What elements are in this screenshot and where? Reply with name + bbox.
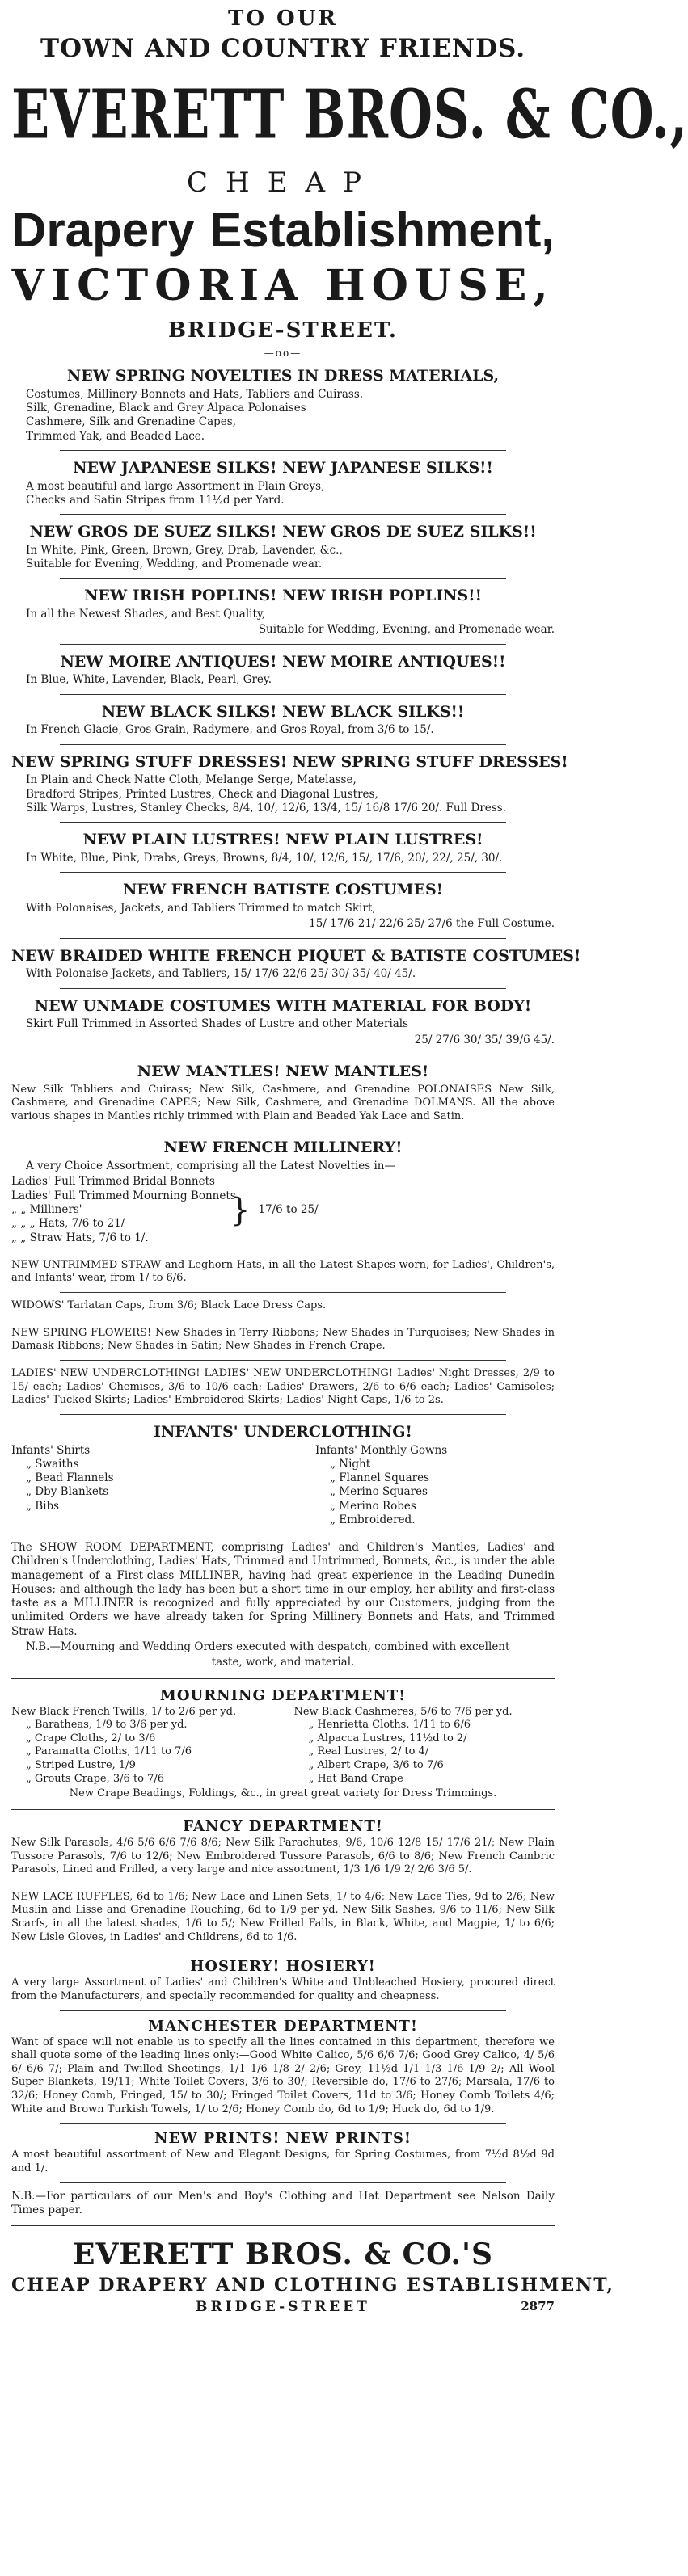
header-brand: EVERETT BROS. & CO., — [11, 74, 688, 154]
section-rule — [60, 938, 506, 939]
list-item: „ „ Straw Hats, 7/6 to 1/. — [11, 1231, 149, 1244]
header-to-our: TO OUR — [228, 6, 338, 31]
fancy-body: New Silk Parasols, 4/6 5/6 6/6 7/6 8/6; New Silk Parachutes, 9/6, 10/6 12/8 15/ 17/6 21/; New Plain Tussore Parasols, 7/6 to 12/6; New Embroidered Tussore Parasols, 6/6 to 8/6; New French Cambric Parasols, Lined and Frilled, a very large and nice assortment, 1/3 1/6 1/9 2/ 2/6 3/6 5/. — [11, 1836, 555, 1876]
mourning-list — [11, 1706, 555, 1787]
section-rule — [60, 2182, 506, 2183]
header-bridge-street: BRIDGE-STREET. — [167, 318, 398, 343]
millinery-price: 17/6 to 25/ — [258, 1203, 319, 1216]
list-item: Suitable for Evening, Wedding, and Promenade wear. — [26, 558, 323, 571]
list-item: „ Dby Blankets — [26, 1485, 109, 1499]
list-item: Infants' Shirts — [11, 1443, 91, 1457]
list-item: In White, Pink, Green, Brown, Grey, Drab, Lavender, &c., — [26, 543, 343, 557]
manchester-body: Want of space will not enable us to specify all the lines contained in this department, therefore we shall quote some of the leading lines only:—Good White Calico, 5/6 6/6 7/6; Good Grey Calico, 4/ 5/6 6/ 6/6 7/; Plain and Twilled Sheetings, 1/1 1/6 1/8 2/ 2/6; Grey, 11½d 1/1 1/3 1/6 1/9 2/; All Wool Super Blankets, 19/11; White Toilet Covers, 3/6 to 30/; Reversible do, 17/6 to 27/6; Marsala, 17/6 to 32/6; Honey Comb, Fringed, 15/ to 30/; Fringed Toilet Covers, 11d to 3/6; Honey Comb Toilets 4/6; White and Brown Turkish Towels, 1/ to 2/6; Honey Comb do, 6d to 1/9; Huck do, 6d to 1/9. — [11, 2035, 555, 2115]
unmade-title: NEW UNMADE COSTUMES WITH MATERIAL FOR BODY! — [34, 996, 532, 1015]
section-rule — [60, 1292, 506, 1293]
list-item: New Black French Twills, 1/ to 2/6 per yd. — [11, 1705, 237, 1718]
list-item: Cashmere, Silk and Grenadine Capes, — [26, 415, 236, 429]
list-item: Infants' Monthly Gowns — [315, 1443, 448, 1457]
list-item: „ Hat Band Crape — [308, 1772, 403, 1785]
manchester-title: MANCHESTER DEPARTMENT! — [148, 2017, 418, 2035]
list-item: „ „ „ Hats, 7/6 to 21/ — [11, 1217, 125, 1231]
black-silks-body: In French Glacie, Gros Grain, Radymere, and Gros Royal, from 3/6 to 15/. — [26, 723, 434, 737]
prints-title: NEW PRINTS! NEW PRINTS! — [154, 2130, 412, 2148]
list-item: „ Night — [330, 1457, 371, 1471]
pique-title: NEW BRAIDED WHITE FRENCH PIQUET & BATISTE COSTUMES! — [11, 946, 581, 965]
spring-novelties-title: NEW SPRING NOVELTIES IN DRESS MATERIALS, — [66, 367, 500, 385]
header-cheap: CHEAP — [187, 166, 379, 199]
header-victoria-house: VICTORIA HOUSE, — [11, 261, 555, 310]
ornament-divider: —oo— — [264, 347, 302, 359]
japanese-silks-title: NEW JAPANESE SILKS! NEW JAPANESE SILKS!! — [73, 458, 493, 477]
list-item: „ Swaiths — [26, 1457, 79, 1471]
nb-final-body: N.B.—For particulars of our Men's and Boy's Clothing and Hat Department see Nelson Daily Times paper. — [11, 2189, 555, 2216]
list-item: A most beautiful and large Assortment in Plain Greys, — [26, 479, 325, 493]
plain-lustres-body: In White, Blue, Pink, Drabs, Greys, Browns, 8/4, 10/, 12/6, 15/, 17/6, 20/, 22/, 25/, 30/. — [26, 851, 503, 865]
footer-brand: EVERETT BROS. & CO.'S — [73, 2237, 493, 2272]
unmade-line2: 25/ 27/6 30/ 35/ 39/6 45/. — [414, 1033, 555, 1046]
showroom-nb-line1: N.B.—Mourning and Wedding Orders executed with despatch, combined with excellent — [26, 1640, 510, 1653]
section-rule — [11, 1809, 555, 1810]
list-item: „ Striped Lustre, 1/9 — [26, 1759, 136, 1772]
millinery-list — [11, 1175, 555, 1244]
list-item: Costumes, Millinery Bonnets and Hats, Tabliers and Cuirass. — [26, 387, 364, 401]
list-item: „ Henrietta Cloths, 1/11 to 6/6 — [308, 1719, 471, 1732]
header-establishment-word: Establishment, — [209, 203, 555, 257]
section-rule — [60, 578, 506, 579]
list-item: „ Grouts Crape, 3/6 to 7/6 — [26, 1772, 165, 1785]
list-item: In Plain and Check Natte Cloth, Melange Serge, Matelasse, — [26, 773, 357, 787]
black-silks-title: NEW BLACK SILKS! NEW BLACK SILKS!! — [101, 702, 465, 721]
section-rule — [60, 2010, 506, 2011]
mantles-title: NEW MANTLES! NEW MANTLES! — [137, 1062, 429, 1080]
irish-poplins-title: NEW IRISH POPLINS! NEW IRISH POPLINS!! — [84, 587, 482, 605]
millinery-title: NEW FRENCH MILLINERY! — [163, 1139, 403, 1157]
footer-cheap-drapery: CHEAP DRAPERY AND CLOTHING ESTABLISHMENT, — [11, 2275, 614, 2296]
millinery-intro: A very Choice Assortment, comprising all the Latest Novelties in— — [26, 1160, 396, 1173]
underclothing-body: LADIES' NEW UNDERCLOTHING! LADIES' NEW UNDERCLOTHING! Ladies' Night Dresses, 2/9 to 15/ each; Ladies' Chemises, 3/6 to 10/6 each; Ladies' Drawers, 2/6 to 6/6 each; Ladies' Camisoles; Ladies' Tucked Skirts; Ladies' Embroidered Skirts; Ladies' Night Caps, 1/6 to 2s. — [11, 1366, 555, 1407]
spring-flowers-body: NEW SPRING FLOWERS! New Shades in Terry Ribbons; New Shades in Turquoises; New Shades in Damask Ribbons; New Shades in Satin; New Shades in French Crape. — [11, 1326, 555, 1353]
lace-body: NEW LACE RUFFLES, 6d to 1/6; New Lace and Linen Sets, 1/ to 4/6; New Lace Ties, 9d to 2/6; New Muslin and Lisse and Grenadine Rouching, 6d to 1/9 per yd. New Silk Sashes, 9/6 to 11/6; New Silk Scarfs, in all the latest shades, 1/6 to 5/; New Frilled Falls, in Black, White, and Magpie, 1/ to 6/6; New Lisle Gloves, in Ladies' and Childrens, 6d to 1/6. — [11, 1890, 555, 1943]
spring-stuff-title: NEW SPRING STUFF DRESSES! NEW SPRING STUFF DRESSES! — [11, 752, 568, 771]
list-item: „ Real Lustres, 2/ to 4/ — [308, 1745, 429, 1758]
list-item: „ Paramatta Cloths, 1/11 to 7/6 — [26, 1745, 192, 1758]
infants-list — [11, 1444, 555, 1528]
section-rule — [60, 450, 506, 451]
fancy-title: FANCY DEPARTMENT! — [183, 1817, 383, 1835]
showroom-nb-line2: taste, work, and material. — [211, 1656, 355, 1669]
plain-lustres-title: NEW PLAIN LUSTRES! NEW PLAIN LUSTRES! — [82, 831, 483, 849]
section-rule — [60, 1360, 506, 1361]
irish-poplins-line2: Suitable for Wedding, Evening, and Promenade wear. — [258, 623, 555, 637]
section-rule — [60, 988, 506, 989]
list-item: „ Albert Crape, 3/6 to 7/6 — [308, 1759, 444, 1772]
prints-body: A most beautiful assortment of New and Elegant Designs, for Spring Costumes, from 7½d 8½d 9d and 1/. — [11, 2149, 555, 2174]
header-drapery-word: Drapery — [11, 203, 195, 257]
list-item: „ Merino Squares — [330, 1485, 428, 1499]
footer-ad-number: 2877 — [521, 2299, 555, 2314]
moire-antiques-body: In Blue, White, Lavender, Black, Pearl, Grey. — [26, 673, 272, 687]
infants-title: INFANTS' UNDERCLOTHING! — [154, 1422, 412, 1441]
mantles-body: New Silk Tabliers and Cuirass; New Silk, Cashmere, and Grenadine POLONAISES New Silk, Cashmere, and Grenadine CAPES; New Silk, Cashmere, and Grenadine DOLMANS. All the above various shapes in Mantles richly trimmed with Plain and Beaded Yak Lace and Satin. — [11, 1083, 555, 1122]
list-item: „ Merino Robes — [330, 1499, 416, 1513]
brace-glyph: } — [230, 1191, 251, 1229]
list-item: „ Bead Flannels — [26, 1471, 114, 1485]
section-rule — [11, 1678, 555, 1679]
list-item: Ladies' Full Trimmed Bridal Bonnets — [11, 1175, 215, 1189]
mourning-footer: New Crape Beadings, Foldings, &c., in great great variety for Dress Trimmings. — [69, 1787, 497, 1800]
section-rule — [60, 514, 506, 515]
list-item: „ Flannel Squares — [330, 1471, 430, 1485]
list-item: „ Embroidered. — [330, 1513, 416, 1526]
header-drapery-establishment — [11, 202, 555, 258]
section-rule — [60, 822, 506, 823]
list-item: „ „ Milliners' — [11, 1203, 82, 1216]
japanese-silks-body — [11, 480, 555, 508]
pique-body: With Polonaise Jackets, and Tabliers, 15/ 17/6 22/6 25/ 30/ 35/ 40/ 45/. — [26, 967, 416, 981]
untrimmed-straw-body: NEW UNTRIMMED STRAW and Leghorn Hats, in all the Latest Shapes worn, for Ladies', Children's, and Infants' wear, from 1/ to 6/6. — [11, 1258, 555, 1285]
section-rule — [60, 644, 506, 645]
showroom-body: The SHOW ROOM DEPARTMENT, comprising Ladies' and Children's Mantles, Ladies' and Children's Underclothing, Ladies' Hats, Trimmed and Untrimmed, Bonnets, &c., is under the able management of a First-class MILLINER, having had great experience in the Leading Dunedin Houses; and although the lady has been but a short time in our employ, her ability and first-class taste as a MILLINER is recognized and fully appreciated by our Customers, judging from the unlimited Orders we have already taken for Spring Millinery Bonnets and Hats, and Trimmed Straw Hats. — [11, 1541, 555, 1638]
unmade-line1: Skirt Full Trimmed in Assorted Shades of Lustre and other Materials — [26, 1017, 409, 1031]
footer-bridge-street — [11, 2299, 555, 2315]
list-item: Silk Warps, Lustres, Stanley Checks, 8/4, 10/, 12/6, 13/4, 15/ 16/8 17/6 20/. Full Dress. — [26, 801, 506, 814]
moire-antiques-title: NEW MOIRE ANTIQUES! NEW MOIRE ANTIQUES!! — [60, 652, 506, 671]
section-rule — [60, 744, 506, 745]
batiste-line1: With Polonaises, Jackets, and Tabliers Trimmed to match Skirt, — [26, 902, 376, 915]
batiste-line2: 15/ 17/6 21/ 22/6 25/ 27/6 the Full Costume. — [309, 917, 555, 931]
list-item: New Black Cashmeres, 5/6 to 7/6 per yd. — [293, 1705, 513, 1718]
gros-de-suez-body — [11, 544, 555, 572]
list-item: „ Alpacca Lustres, 11½d to 2/ — [308, 1732, 467, 1745]
hosiery-body: A very large Assortment of Ladies' and Children's White and Unbleached Hosiery, procured direct from the Manufacturers, and specially recommended for quality and cheapness. — [11, 1976, 555, 2002]
spring-novelties-body — [11, 388, 555, 444]
irish-poplins-line1: In all the Newest Shades, and Best Quality, — [26, 608, 266, 621]
widows-caps-body: WIDOWS' Tarlatan Caps, from 3/6; Black Lace Dress Caps. — [11, 1299, 327, 1312]
footer-bridge-label: BRIDGE-STREET — [196, 2299, 370, 2316]
list-item: Ladies' Full Trimmed Mourning Bonnets — [11, 1189, 236, 1202]
list-item: „ Baratheas, 1/9 to 3/6 per yd. — [26, 1719, 188, 1732]
list-item: Trimmed Yak, and Beaded Lace. — [26, 429, 205, 443]
spring-stuff-body — [11, 773, 555, 815]
section-rule — [60, 1414, 506, 1415]
list-item: Silk, Grenadine, Black and Grey Alpaca Polonaises — [26, 402, 306, 415]
list-item: Bradford Stripes, Printed Lustres, Check and Diagonal Lustres, — [26, 787, 378, 801]
list-item: Checks and Satin Stripes from 11½d per Yard. — [26, 493, 285, 507]
list-item: „ Bibs — [26, 1499, 60, 1513]
section-rule — [60, 2123, 506, 2124]
hosiery-title: HOSIERY! HOSIERY! — [190, 1958, 376, 1976]
section-rule — [11, 2225, 555, 2226]
header-town-country: TOWN AND COUNTRY FRIENDS. — [40, 34, 526, 63]
advertisement — [11, 6, 688, 2563]
batiste-title: NEW FRENCH BATISTE COSTUMES! — [122, 881, 444, 899]
gros-de-suez-title: NEW GROS DE SUEZ SILKS! NEW GROS DE SUEZ SILKS!! — [29, 523, 537, 541]
mourning-title: MOURNING DEPARTMENT! — [159, 1686, 407, 1704]
section-rule — [60, 872, 506, 873]
list-item: „ Crape Cloths, 2/ to 3/6 — [26, 1732, 156, 1745]
section-rule — [60, 694, 506, 695]
